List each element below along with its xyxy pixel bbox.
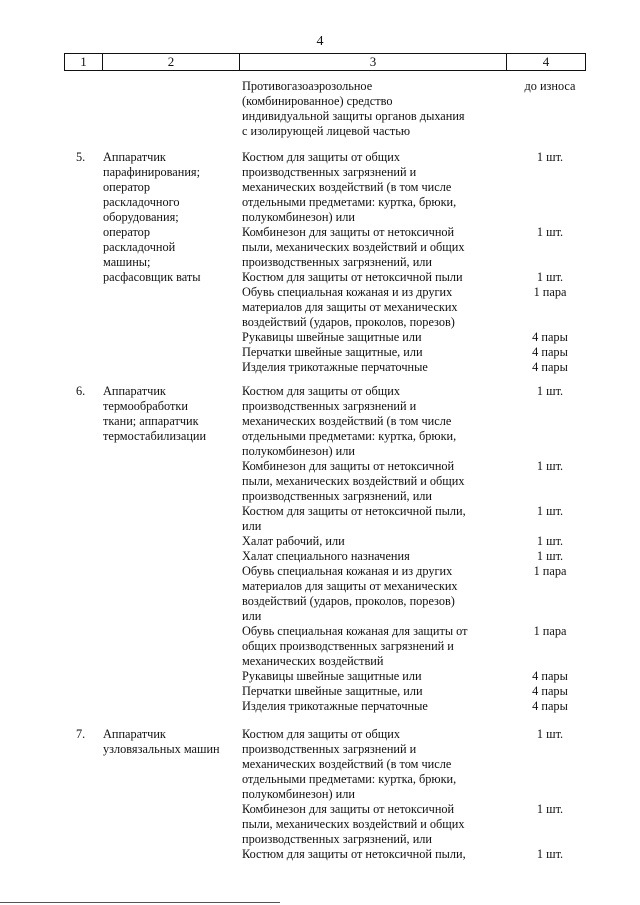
item-line: отдельными предметами: куртка, брюки, bbox=[242, 429, 457, 443]
item-line: с изолирующей лицевой частью bbox=[242, 124, 411, 138]
item-line: Костюм для защиты от общих bbox=[242, 150, 400, 164]
item-line: производственных загрязнений, или bbox=[242, 489, 433, 503]
position-line: раскладочной bbox=[103, 240, 176, 254]
item-line: производственных загрязнений и bbox=[242, 742, 417, 756]
quantity: 1 шт. bbox=[536, 459, 564, 473]
item-line: или bbox=[242, 609, 262, 623]
item-line: механических воздействий (в том числе bbox=[242, 757, 452, 771]
position-line: ткани; аппаратчик bbox=[103, 414, 199, 428]
item-line: механических воздействий (в том числе bbox=[242, 180, 452, 194]
item-line: Костюм для защиты от нетоксичной пыли, bbox=[242, 504, 466, 518]
table-header bbox=[64, 53, 586, 71]
item-line: механических воздействий bbox=[242, 654, 384, 668]
quantity: 1 шт. bbox=[536, 549, 564, 563]
item-line: отдельными предметами: куртка, брюки, bbox=[242, 195, 457, 209]
quantity: 1 пара bbox=[533, 285, 567, 299]
item-line: производственных загрязнений и bbox=[242, 399, 417, 413]
item-line: производственных загрязнений и bbox=[242, 165, 417, 179]
item-line: Изделия трикотажные перчаточные bbox=[242, 699, 428, 713]
item-line: отдельными предметами: куртка, брюки, bbox=[242, 772, 457, 786]
quantity: до износа bbox=[524, 79, 576, 93]
row-number: 5. bbox=[76, 150, 86, 164]
header-col-2: 2 bbox=[103, 54, 240, 70]
item-line: производственных загрязнений, или bbox=[242, 832, 433, 846]
item-line: полукомбинезон) или bbox=[242, 210, 355, 224]
item-line: общих производственных загрязнений и bbox=[242, 639, 454, 653]
position-line: расфасовщик ваты bbox=[103, 270, 201, 284]
item-line: Противогазоаэрозольное bbox=[242, 79, 373, 93]
item-line: Халат специального назначения bbox=[242, 549, 410, 563]
footnote-separator bbox=[0, 902, 280, 903]
quantity: 4 пары bbox=[532, 684, 568, 698]
item-line: Комбинезон для защиты от нетоксичной bbox=[242, 459, 455, 473]
item-line: материалов для защиты от механических bbox=[242, 579, 458, 593]
header-col-3: 3 bbox=[240, 54, 507, 70]
quantity: 4 пары bbox=[532, 360, 568, 374]
position-line: узловязальных машин bbox=[103, 742, 220, 756]
header-col-1: 1 bbox=[65, 54, 103, 70]
position-line: термостабилизации bbox=[103, 429, 207, 443]
item-line: Перчатки швейные защитные, или bbox=[242, 684, 423, 698]
position-line: термообработки bbox=[103, 399, 188, 413]
item-line: механических воздействий (в том числе bbox=[242, 414, 452, 428]
item-line: (комбинированное) средство bbox=[242, 94, 393, 108]
quantity: 1 шт. bbox=[536, 847, 564, 861]
item-line: Обувь специальная кожаная и из других bbox=[242, 285, 453, 299]
quantity: 1 шт. bbox=[536, 504, 564, 518]
item-line: Костюм для защиты от общих bbox=[242, 384, 400, 398]
quantity: 1 шт. bbox=[536, 384, 564, 398]
page-number: 4 bbox=[316, 34, 324, 49]
item-line: Обувь специальная кожаная и из других bbox=[242, 564, 453, 578]
row-number: 7. bbox=[76, 727, 86, 741]
quantity: 1 пара bbox=[533, 624, 567, 638]
quantity: 4 пары bbox=[532, 699, 568, 713]
quantity: 4 пары bbox=[532, 330, 568, 344]
quantity: 1 шт. bbox=[536, 270, 564, 284]
position-line: оборудования; bbox=[103, 210, 179, 224]
item-line: пыли, механических воздействий и общих bbox=[242, 817, 465, 831]
item-line: Перчатки швейные защитные, или bbox=[242, 345, 423, 359]
quantity: 1 шт. bbox=[536, 150, 564, 164]
quantity: 4 пары bbox=[532, 345, 568, 359]
item-line: Рукавицы швейные защитные или bbox=[242, 669, 422, 683]
item-line: Комбинезон для защиты от нетоксичной bbox=[242, 225, 455, 239]
header-col-4: 4 bbox=[542, 54, 550, 69]
quantity: 1 пара bbox=[533, 564, 567, 578]
item-line: пыли, механических воздействий и общих bbox=[242, 474, 465, 488]
quantity: 1 шт. bbox=[536, 802, 564, 816]
quantity: 1 шт. bbox=[536, 225, 564, 239]
position-line: раскладочного bbox=[103, 195, 180, 209]
item-line: Халат рабочий, или bbox=[242, 534, 345, 548]
quantity: 1 шт. bbox=[536, 727, 564, 741]
item-line: воздействий (ударов, проколов, порезов) bbox=[242, 315, 455, 329]
item-line: Изделия трикотажные перчаточные bbox=[242, 360, 428, 374]
row-number: 6. bbox=[76, 384, 86, 398]
item-line: производственных загрязнений, или bbox=[242, 255, 433, 269]
item-line: полукомбинезон) или bbox=[242, 787, 355, 801]
item-line: Костюм для защиты от нетоксичной пыли, bbox=[242, 847, 466, 861]
item-line: Обувь специальная кожаная для защиты от bbox=[242, 624, 468, 638]
position-line: Аппаратчик bbox=[103, 384, 166, 398]
item-line: Костюм для защиты от нетоксичной пыли bbox=[242, 270, 463, 284]
position-line: парафинирования; bbox=[103, 165, 200, 179]
item-line: Костюм для защиты от общих bbox=[242, 727, 400, 741]
item-line: воздействий (ударов, проколов, порезов) bbox=[242, 594, 455, 608]
position-line: машины; bbox=[103, 255, 151, 269]
item-line: материалов для защиты от механических bbox=[242, 300, 458, 314]
position-line: оператор bbox=[103, 225, 150, 239]
position-line: Аппаратчик bbox=[103, 727, 166, 741]
item-line: пыли, механических воздействий и общих bbox=[242, 240, 465, 254]
position-line: оператор bbox=[103, 180, 150, 194]
position-line: Аппаратчик bbox=[103, 150, 166, 164]
quantity: 1 шт. bbox=[536, 534, 564, 548]
item-line: полукомбинезон) или bbox=[242, 444, 355, 458]
item-line: Комбинезон для защиты от нетоксичной bbox=[242, 802, 455, 816]
quantity: 4 пары bbox=[532, 669, 568, 683]
item-line: Рукавицы швейные защитные или bbox=[242, 330, 422, 344]
item-line: индивидуальной защиты органов дыхания bbox=[242, 109, 465, 123]
item-line: или bbox=[242, 519, 262, 533]
